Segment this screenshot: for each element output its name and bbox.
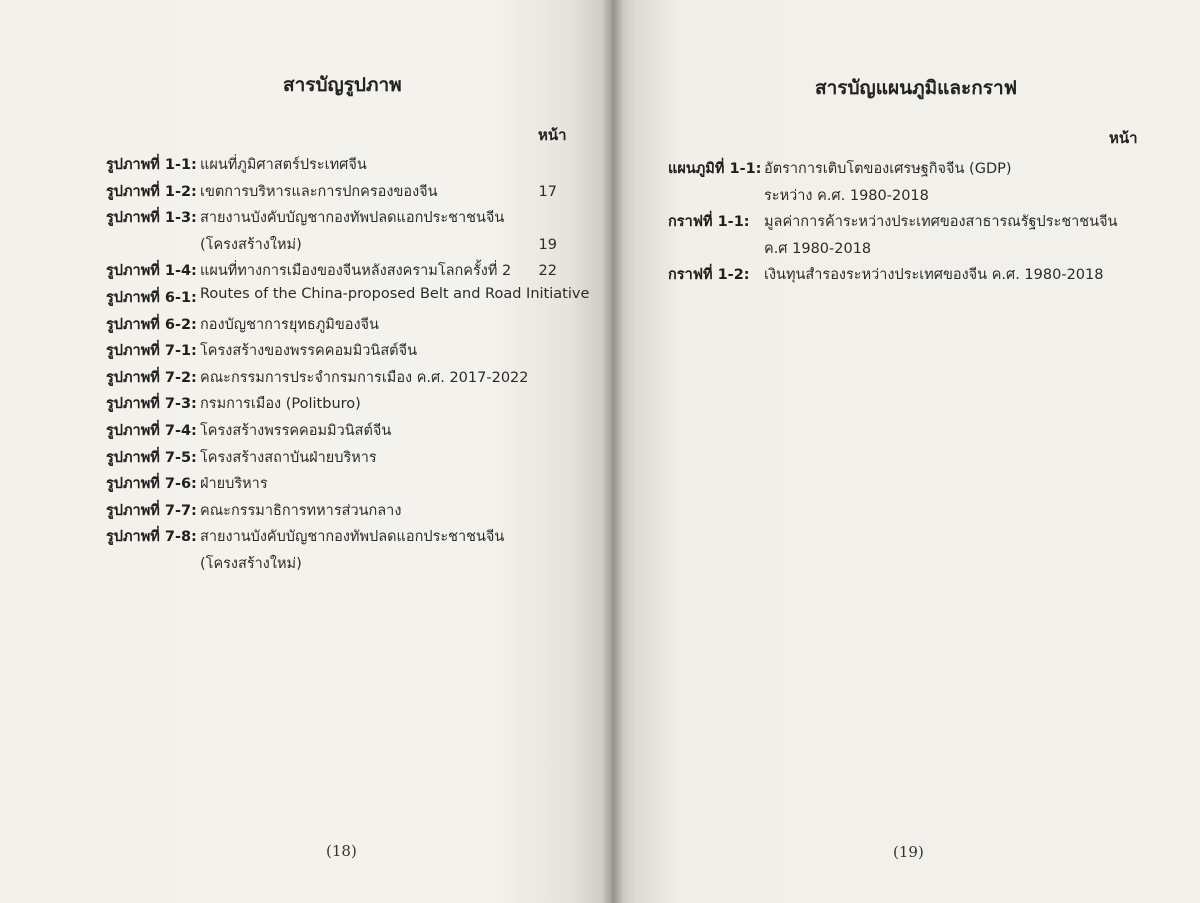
right-page-folio: (19) (893, 843, 924, 861)
right-page (538, 0, 1200, 903)
toc-entry-title: อัตราการเติบโตของเศรษฐกิจจีน (GDP) (764, 161, 1012, 177)
toc-entry-page-number: 19 (538, 236, 557, 253)
toc-entry-title: โครงสร้างพรรคคอมมิวนิสต์จีน (200, 423, 392, 439)
toc-entry-title: กรมการเมือง (Politburo) (200, 396, 361, 413)
toc-entry-title: ค.ศ 1980-2018 (764, 240, 872, 257)
toc-entry-title: Routes of the China-proposed Belt and Road Initiative (200, 286, 590, 302)
book-gutter-shadow (602, 0, 624, 903)
toc-entry-label: รูปภาพที่ 1-4: (106, 263, 197, 280)
toc-entry-label: รูปภาพที่ 7-5: (106, 449, 197, 466)
right-page-title: สารบัญแผนภูมิและกราฟ (815, 77, 1018, 99)
toc-entry-page-number: 22 (538, 263, 557, 280)
toc-entry-title: เงินทุนสำรองระหว่างประเทศของจีน ค.ศ. 1980-2018 (764, 267, 1104, 284)
toc-entry-label: รูปภาพที่ 7-8: (106, 529, 197, 546)
toc-entry-title: มูลค่าการค้าระหว่างประเทศของสาธารณรัฐประชาชนจีน (764, 214, 1118, 231)
toc-entry-label: รูปภาพที่ 1-3: (106, 210, 197, 227)
toc-entry-title: สายงานบังคับบัญชากองทัพปลดแอกประชาชนจีน (200, 210, 505, 227)
toc-entry-label: แผนภูมิที่ 1-1: (668, 161, 762, 177)
toc-entry-title: (โครงสร้างใหม่) (200, 556, 302, 572)
toc-entry-title: ฝ่ายบริหาร (200, 476, 268, 493)
toc-entry-title: เขตการบริหารและการปกครองของจีน (200, 183, 438, 200)
toc-entry-title: คณะกรรมาธิการทหารส่วนกลาง (200, 502, 402, 519)
toc-entry-page-number: 17 (538, 183, 557, 200)
toc-entry-label: รูปภาพที่ 7-2: (106, 369, 197, 386)
toc-entry-title: (โครงสร้างใหม่) (200, 236, 302, 253)
toc-entry-label: รูปภาพที่ 7-6: (106, 476, 197, 493)
toc-entry-label: กราฟที่ 1-1: (668, 214, 750, 231)
toc-entry-label: กราฟที่ 1-2: (668, 267, 750, 284)
right-page-column-header: หน้า (1109, 129, 1138, 147)
left-page-column-header: หน้า (538, 126, 567, 144)
toc-entry-title: โครงสร้างสถาบันฝ่ายบริหาร (200, 449, 377, 466)
toc-entry-title: แผนที่ภูมิศาสตร์ประเทศจีน (200, 157, 367, 173)
toc-entry-label: รูปภาพที่ 7-1: (106, 343, 197, 360)
left-page-folio: (18) (326, 842, 357, 860)
toc-entry-title: สายงานบังคับบัญชากองทัพปลดแอกประชาชนจีน (200, 529, 505, 546)
toc-entry-label: รูปภาพที่ 7-3: (106, 396, 197, 413)
toc-entry-title: โครงสร้างของพรรคคอมมิวนิสต์จีน (200, 343, 418, 360)
toc-entry-label: รูปภาพที่ 6-2: (106, 316, 197, 333)
toc-entry-label: รูปภาพที่ 7-4: (106, 423, 197, 439)
toc-entry-title: คณะกรรมการประจำกรมการเมือง ค.ศ. 2017-2022 (200, 369, 529, 386)
toc-entry-title: ระหว่าง ค.ศ. 1980-2018 (764, 187, 929, 204)
toc-entry-label: รูปภาพที่ 7-7: (106, 502, 197, 519)
toc-entry-title: กองบัญชาการยุทธภูมิของจีน (200, 316, 379, 333)
toc-entry-label: รูปภาพที่ 1-1: (106, 157, 197, 173)
toc-entry-label: รูปภาพที่ 6-1: (106, 290, 197, 306)
toc-entry-title: แผนที่ทางการเมืองของจีนหลังสงครามโลกครั้งที่ 2 (200, 263, 512, 280)
toc-entry-label: รูปภาพที่ 1-2: (106, 183, 197, 200)
left-page-title: สารบัญรูปภาพ (283, 74, 402, 96)
